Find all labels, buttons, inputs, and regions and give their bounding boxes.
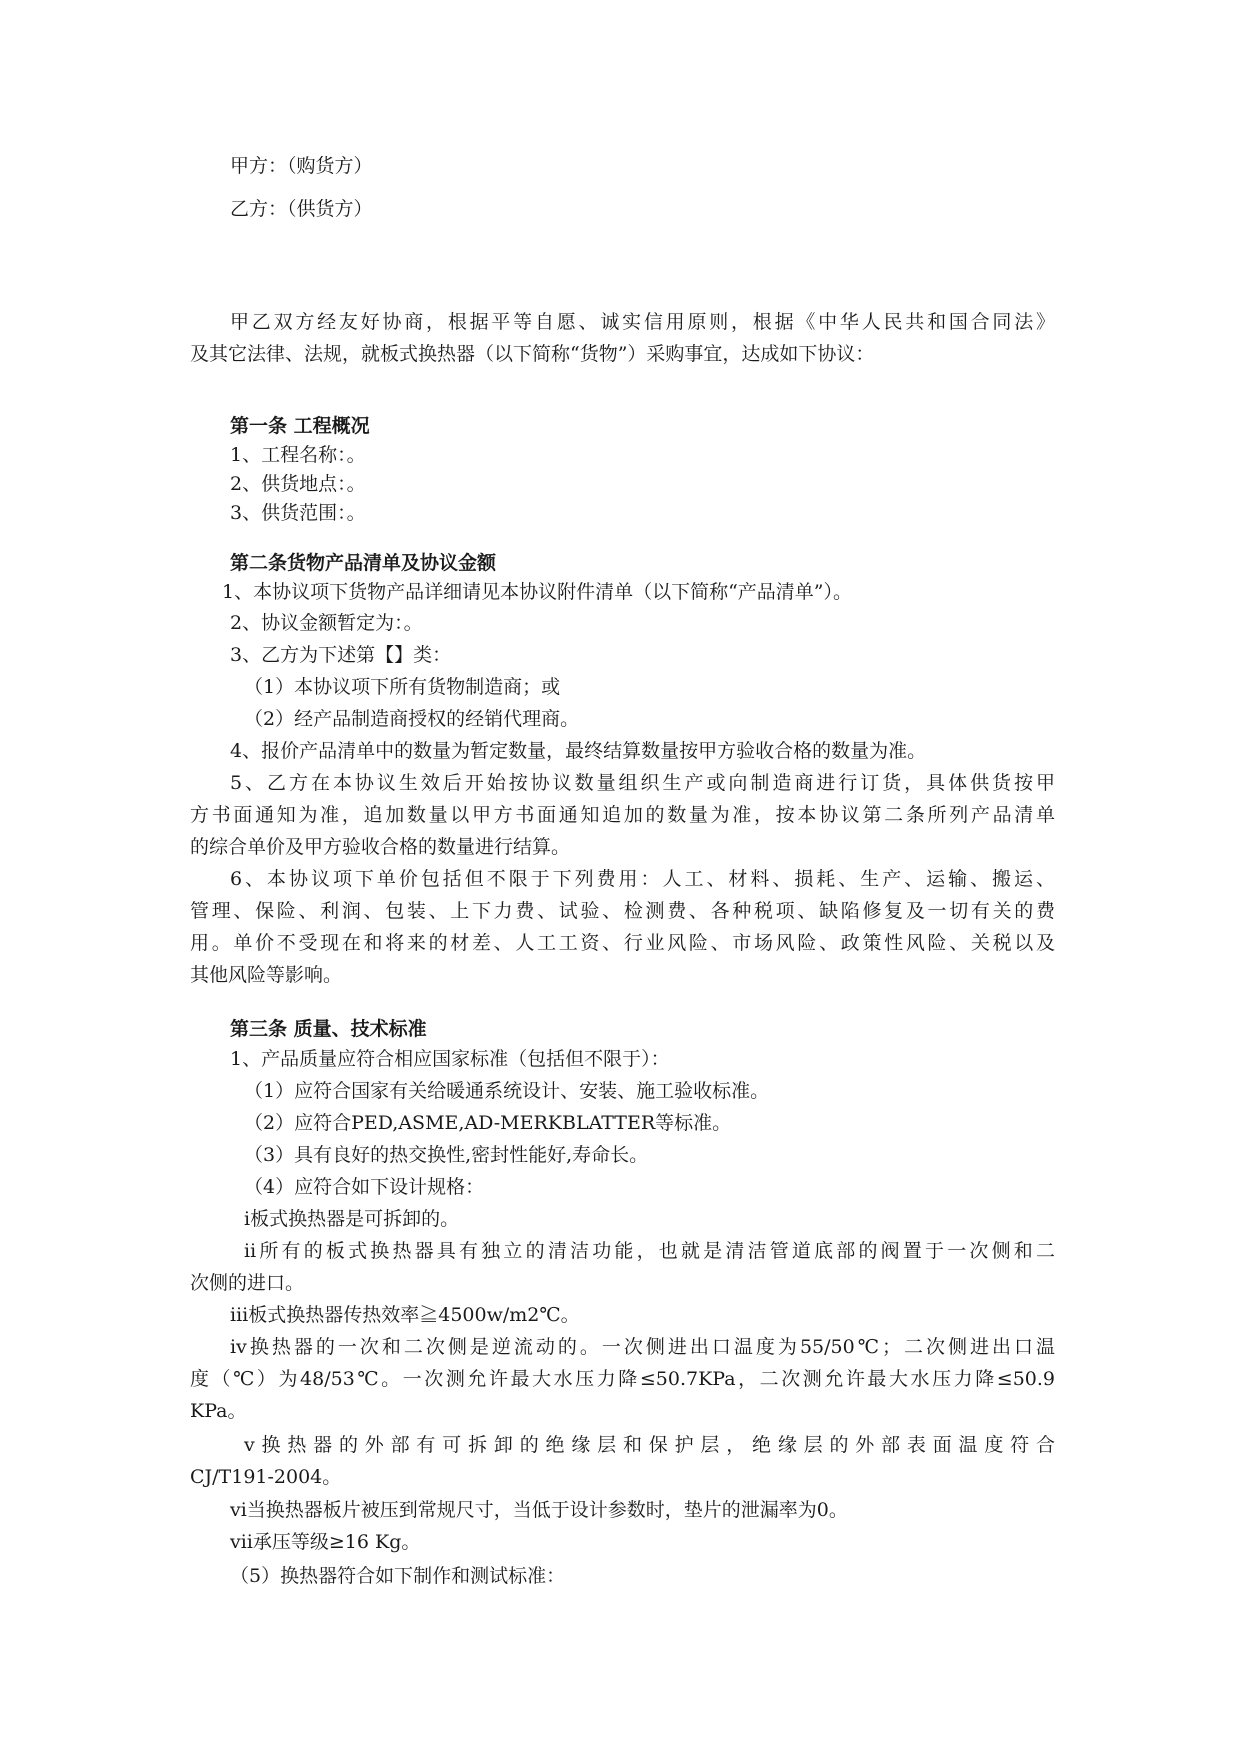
article-2-item-3b: （2）经产品制造商授权的经销代理商。 [244,708,580,730]
article-3-req-2-line-2: 次侧的进口。 [190,1272,305,1294]
party-b-line: 乙方：（供货方） [230,198,373,220]
article-3-req-4-line-2: 度（℃）为48/53℃。一次测允许最大水压力降≤50.7KPa，二次测允许最大水压力降≤50.9 [190,1368,1055,1390]
article-3-req-1: ⅰ板式换热器是可拆卸的。 [244,1208,460,1230]
article-3-req-2-line-1: ⅱ所有的板式换热器具有独立的清洁功能，也就是清洁管道底部的阀置于一次侧和二 [244,1240,1055,1262]
article-3-req-3: ⅲ板式换热器传热效率≧4500w/m2℃。 [230,1304,580,1326]
article-2-item-2: 2、协议金额暂定为：。 [230,612,423,634]
article-3-sub-3: （3）具有良好的热交换性,密封性能好,寿命长。 [244,1144,649,1166]
article-2-item-6-line-3: 用。单价不受现在和将来的材差、人工工资、行业风险、市场风险、政策性风险、关税以及 [190,932,1055,954]
article-2-item-5-line-2: 方书面通知为准，追加数量以甲方书面通知追加的数量为准，按本协议第二条所列产品清单 [190,804,1055,826]
article-3-req-4-line-3: KPa。 [190,1400,247,1422]
article-2-title: 第二条货物产品清单及协议金额 [230,552,497,574]
article-1-item-2: 2、供货地点：。 [230,473,366,495]
article-3-item-1: 1、产品质量应符合相应国家标准（包括但不限于）： [230,1048,670,1070]
article-3-req-5-line-2: CJ/T191-2004。 [190,1466,342,1488]
article-3-req-4-line-1: ⅳ换热器的一次和二次侧是逆流动的。一次侧进出口温度为55/50℃；二次侧进出口温 [230,1336,1055,1358]
article-3-req-7: ⅶ承压等级≥16 Kg。 [230,1531,421,1553]
article-3-req-6: ⅵ当换热器板片被压到常规尺寸，当低于设计参数时，垫片的泄漏率为0。 [230,1499,848,1521]
party-a-line: 甲方：（购货方） [230,155,373,177]
article-2-item-3a: （1）本协议项下所有货物制造商；或 [244,676,561,698]
article-3-sub-4: （4）应符合如下设计规格： [244,1176,485,1198]
intro-line-1: 甲乙双方经友好协商，根据平等自愿、诚实信用原则，根据《中华人民共和国合同法》 [230,311,1055,333]
article-2-item-5-line-3: 的综合单价及甲方验收合格的数量进行结算。 [190,836,571,858]
article-2-item-1: 1、本协议项下货物产品详细请见本协议附件清单（以下简称“产品清单”）。 [222,581,853,603]
article-2-item-6-line-4: 其他风险等影响。 [190,964,343,986]
article-2-item-3: 3、乙方为下述第【】类： [230,644,452,666]
article-1-title: 第一条 工程概况 [230,415,370,437]
article-3-sub-1: （1）应符合国家有关给暖通系统设计、安装、施工验收标准。 [244,1080,770,1102]
article-3-sub-2: （2）应符合PED,ASME,AD-MERKBLATTER等标准。 [244,1112,732,1134]
intro-line-2: 及其它法律、法规，就板式换热器（以下简称“货物”）采购事宜，达成如下协议： [190,343,875,365]
article-2-item-6-line-1: 6、本协议项下单价包括但不限于下列费用：人工、材料、损耗、生产、运输、搬运、 [230,868,1055,890]
article-2-item-6-line-2: 管理、保险、利润、包装、上下力费、试验、检测费、各种税项、缺陷修复及一切有关的费 [190,900,1055,922]
article-3-sub-5: （5）换热器符合如下制作和测试标准： [230,1565,566,1587]
article-2-item-4: 4、报价产品清单中的数量为暂定数量，最终结算数量按甲方验收合格的数量为准。 [230,740,927,762]
article-2-item-5-line-1: 5、乙方在本协议生效后开始按协议数量组织生产或向制造商进行订货，具体供货按甲 [230,772,1055,794]
article-1-item-1: 1、工程名称：。 [230,444,366,466]
article-3-title: 第三条 质量、技术标准 [230,1018,427,1040]
article-1-item-3: 3、供货范围：。 [230,502,366,524]
article-3-req-5-line-1: ⅴ换热器的外部有可拆卸的绝缘层和保护层，绝缘层的外部表面温度符合 [244,1434,1055,1456]
